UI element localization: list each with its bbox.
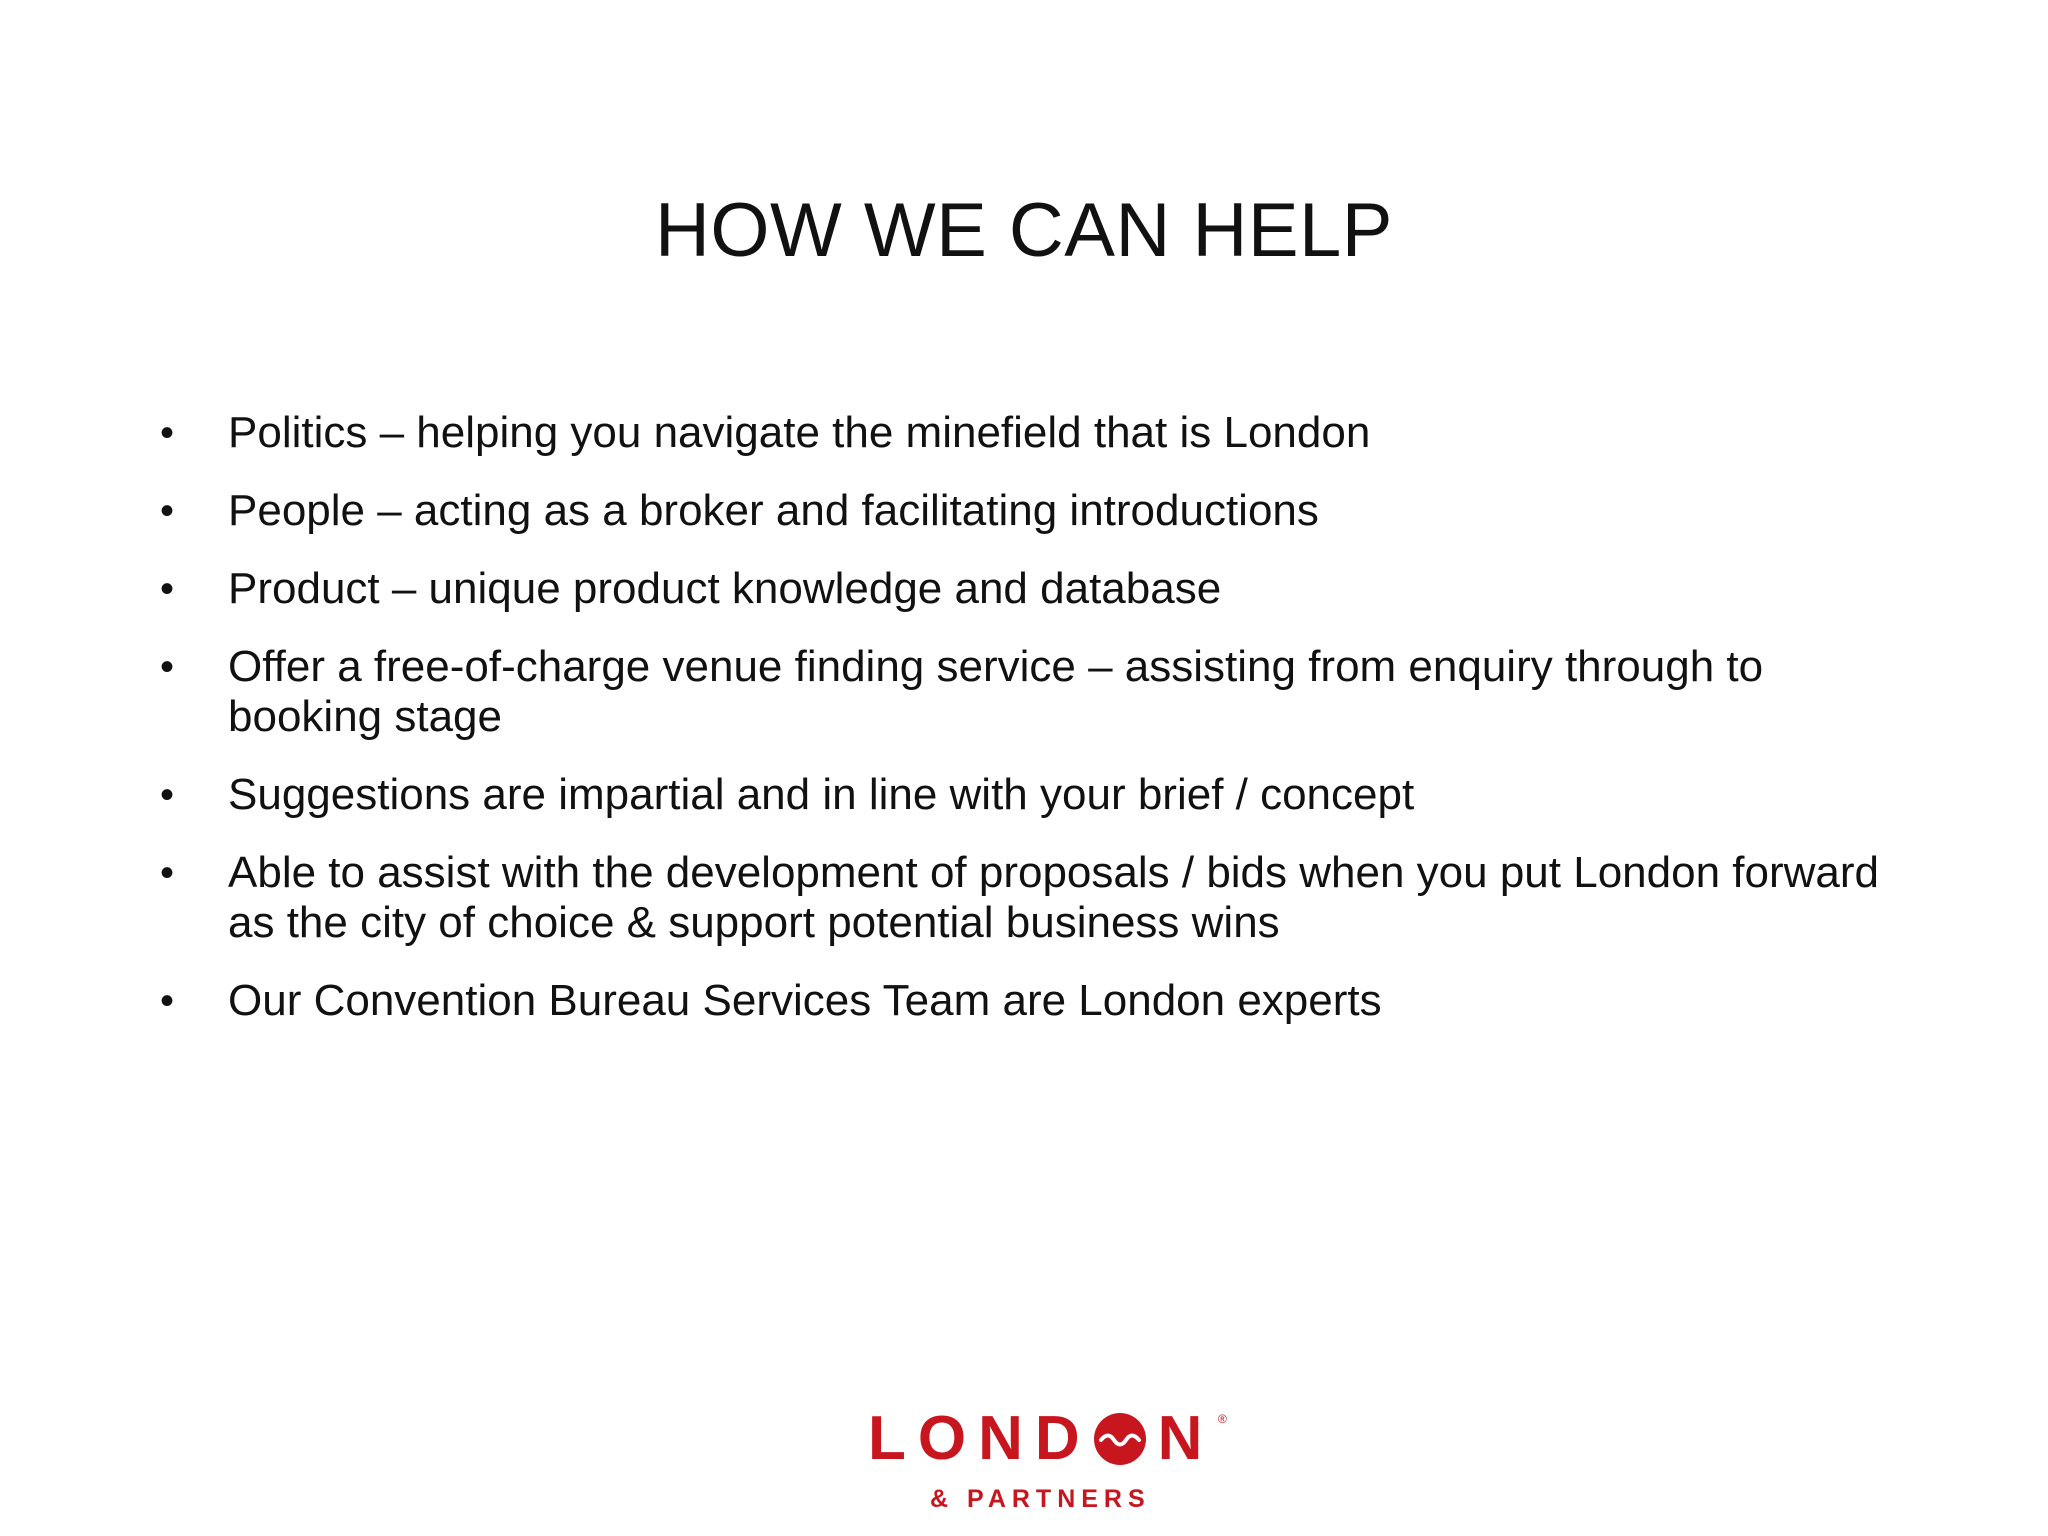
logo-word-end: N <box>1157 1404 1215 1473</box>
bullet-marker: • <box>160 645 175 689</box>
bullet-text: People – acting as a broker and facilitating introductions <box>228 486 1319 535</box>
bullet-marker: • <box>160 567 175 611</box>
bullet-marker: • <box>160 411 175 455</box>
logo-subtitle: & PARTNERS <box>930 1485 1151 1513</box>
bullet-marker: • <box>160 489 175 533</box>
bullet-item <box>160 976 1880 1026</box>
bullet-list <box>160 408 1880 1054</box>
bullet-marker: • <box>160 851 175 895</box>
logo-word-start: LOND <box>868 1404 1092 1473</box>
bullet-item <box>160 564 1880 614</box>
logo-wordmark <box>868 1404 1214 1474</box>
bullet-marker: • <box>160 773 175 817</box>
wave-icon <box>1094 1413 1146 1465</box>
bullet-item <box>160 642 1880 742</box>
bullet-item <box>160 770 1880 820</box>
registered-mark: ® <box>1218 1412 1227 1426</box>
bullet-text: Our Convention Bureau Services Team are London experts <box>228 976 1382 1025</box>
bullet-item <box>160 408 1880 458</box>
bullet-marker: • <box>160 979 175 1023</box>
bullet-text: Product – unique product knowledge and database <box>228 564 1222 613</box>
bullet-text: Able to assist with the development of proposals / bids when you put London forward as the city of choice & support potential business wins <box>228 848 1879 947</box>
london-partners-logo <box>868 1404 1228 1524</box>
bullet-item <box>160 486 1880 536</box>
bullet-text: Offer a free-of-charge venue finding service – assisting from enquiry through to booking stage <box>228 642 1764 741</box>
slide-title: HOW WE CAN HELP <box>655 188 1393 273</box>
bullet-text: Politics – helping you navigate the minefield that is London <box>228 408 1371 457</box>
bullet-text: Suggestions are impartial and in line with your brief / concept <box>228 770 1415 819</box>
logo-o-wave-icon <box>1094 1413 1146 1465</box>
bullet-item <box>160 848 1880 948</box>
